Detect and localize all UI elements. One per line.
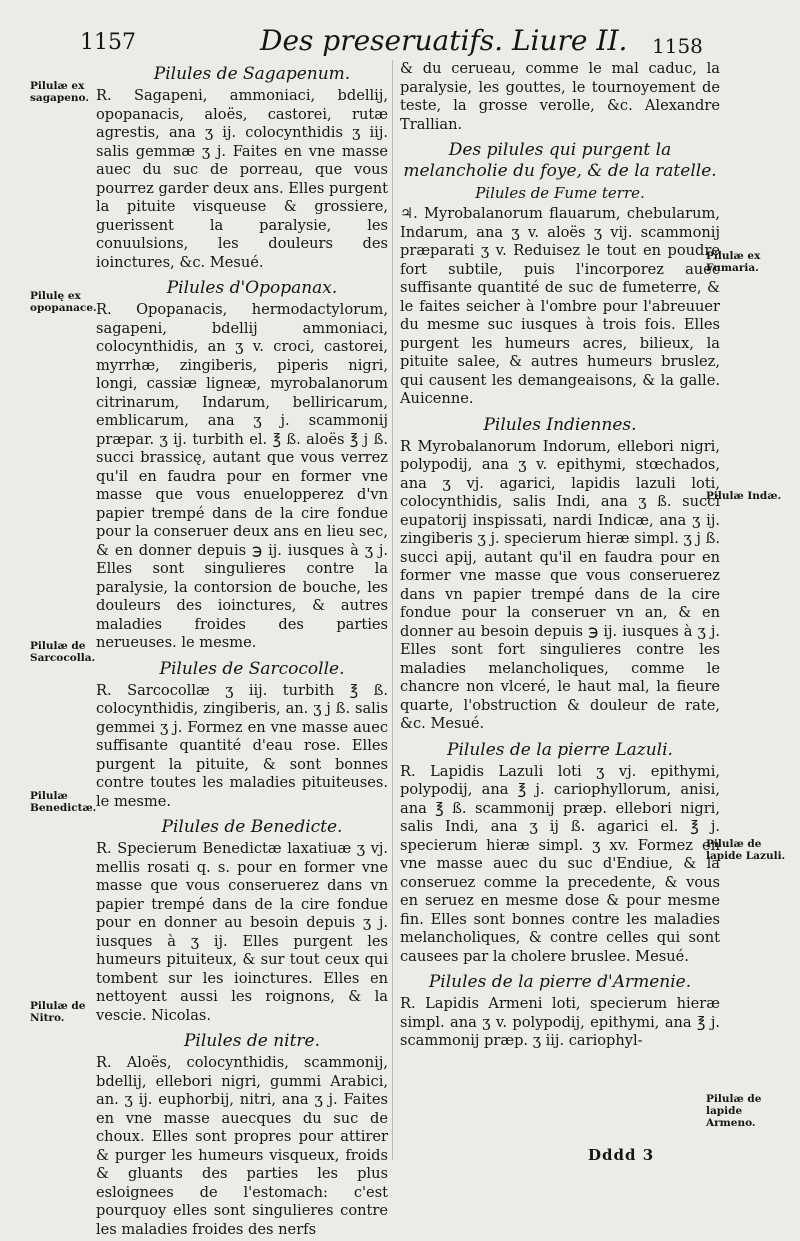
text-paragraph: R. Aloës, colocynthidis, scammonij, bdellij, ellebori nigri, gummi Arabici, an. ʒ ij. euphorbij, nitri, ana ʒ j. Faites en vne masse auecques du suc de choux. Elles sont propres pour attirer & purger les humeurs visqueux, froids & gluants des parties les plus esloignees de l'estomach: c'est pourquoy elles sont singulieres contre les maladies froides des nerfs — [96, 1054, 388, 1238]
margin-note-lazuli: Pilulæ de lapide Lazuli. — [706, 838, 786, 862]
text-paragraph: R. Lapidis Armeni loti, specierum hieræ simpl. ana ʒ v. polypodij, epithymi, ana ℥ j. scammonij præp. ʒ iij. cariophyl- — [400, 995, 720, 1049]
text-paragraph: ♃. Myrobalanorum flauarum, chebularum, Indarum, ana ʒ v. aloës ʒ vij. scammonij præparati ʒ v. Reduisez le tout en poudre fort subtile, puis l'incorporez auec suffisante quantité de suc de fumeterre, & le faites seicher à l'ombre pour l'abreuuer du mesme suc iusques à trois fois. Elles purgent les humeurs acres, bilieux, la pituite salee, & autres humeurs bruslez, qui causent les demangeaisons, & la galle. Auicenne. — [400, 205, 720, 407]
margin-note-indae: Pilulæ Indæ. — [706, 490, 782, 502]
margin-note-armeno: Pilulæ de lapide Armeno. — [706, 1093, 762, 1129]
margin-note-benedicta: Pilulæ Benedictæ. — [30, 790, 97, 814]
column-divider — [392, 60, 393, 1160]
section-title: Pilules de Benedicte. — [161, 817, 343, 837]
left-column — [96, 58, 388, 1241]
text-paragraph: R. Sarcocollæ ʒ iij. turbith ℥ ß. colocynthidis, zingiberis, an. ʒ j ß. salis gemmei ʒ j. Formez en vne masse auec suffisante quantité d'eau rose. Elles purgent la pituite, & sont bonnes contre toutes les maladies pituiteuses. le mesme. — [96, 681, 388, 810]
section-title: Pilules de Sarcocolle. — [159, 658, 345, 679]
section-title: Des pilules qui purgent la melancholie du foye, & de la ratelle. — [403, 140, 717, 181]
page-number-left: 1157 — [80, 30, 136, 55]
text-paragraph: R Myrobalanorum Indorum, ellebori nigri, polypodij, ana ʒ v. epithymi, stœchados, ana ʒ vj. agarici, lapidis lazuli loti, colocynthidis, salis Indi, ana ʒ ß. succi eupatorij inspissati, nardi Indicæ, ana ʒ ij. zingiberis ʒ j. specierum hieræ simpl. ʒ j ß. succi apij, autant qu'il en faudra pour en former vne masse que vous conseruerez dans vn papier trempé dans de la cire fondue pour la conseruer vn an, & en donner au besoin depuis ℈ ij. iusques à ʒ j. Elles sont fort singulieres contre les maladies melancholiques, comme le chancre non vlceré, le haut mal, la fieure quarte, l'obstruction & douleur de rate, &c. Mesué. — [400, 437, 720, 732]
margin-note-sagapenum: Pilulæ ex sagapeno. — [30, 80, 89, 104]
section-subtitle: Pilules de Fume terre. — [475, 184, 645, 202]
section-title: Pilules de nitre. — [183, 1031, 321, 1051]
section-title: Pilules Indiennes. — [483, 414, 637, 435]
margin-note-opopanax: Pilulę ex opopanace. — [30, 290, 97, 314]
section-title: Pilules de la pierre Lazuli. — [447, 739, 673, 760]
signature-mark: Dddd 3 — [588, 1146, 655, 1164]
section-title: Pilules d'Opopanax. — [166, 278, 338, 298]
page-header — [80, 22, 703, 62]
margin-note-sarcocolla: Pilulæ de Sarcocolla. — [30, 640, 96, 664]
section-title: Pilules de la pierre d'Armenie. — [428, 972, 692, 992]
text-paragraph: R. Lapidis Lazuli loti ʒ vj. epithymi, polypodij, ana ℥ j. cariophyllorum, anisi, ana ℥ ß. scammonij præp. ellebori nigri, salis Indi, ana ʒ ij ß. agarici el. ℥ j. specierum hieræ simpl. ʒ xv. Formez en vne masse auec du suc d'Endiue, & la conseruez comme la precedente, & vous en seruez en mesme dose & pour mesme fin. Elles sont bonnes contre les maladies melancholiques, & contre celles qui sont causees par la cholere bruslee. Mesué. — [400, 762, 720, 965]
page-number-right: 1158 — [652, 34, 703, 58]
running-title: Des preseruatifs. Liure II. — [260, 24, 628, 57]
text-paragraph: R. Opopanacis, hermodactylorum, sagapeni, bdellij ammoniaci, colocynthidis, an ʒ v. croci, castorei, myrrhæ, zingiberis, piperis nigri, longi, cassiæ ligneæ, myrobalanorum citrinarum, Indarum, belliricarum, emblicarum, ana ʒ j. scammonij præpar. ʒ ij. turbith el. ℥ ß. aloës ℥ j ß. succi brassicę, autant que vous verrez qu'il en faudra pour en former vne masse que vous enuelopperez d'vn papier trempé dans de la cire fondue pour la conseruer deux ans en lieu sec, & en donner depuis ℈ ij. iusques à ʒ j. Elles sont singulieres contre la paralysie, la contorsion de bouche, les douleurs des ioinctures, & autres maladies froides des parties nerueuses. le mesme. — [96, 301, 388, 651]
margin-note-nitro: Pilulæ de Nitro. — [30, 1000, 86, 1024]
section-title: Pilules de Sagapenum. — [153, 64, 351, 84]
text-paragraph: & du cerueau, comme le mal caduc, la paralysie, les gouttes, le tournoyement de teste, la grosse verolle, &c. Alexandre Trallian. — [400, 60, 720, 133]
margin-note-fumaria: Pilulæ ex Fumaria. — [706, 250, 761, 274]
right-column — [400, 60, 720, 1053]
text-paragraph: R. Specierum Benedictæ laxatiuæ ʒ vj. mellis rosati q. s. pour en former vne masse que vous conseruerez dans vn papier trempé dans de la cire fondue pour en donner au besoin depuis ʒ j. iusques à ʒ ij. Elles purgent les humeurs pituiteux, & sur tout ceux qui tombent sur les ioinctures. Elles en nettoyent aussi les roignons, & la vescie. Nicolas. — [96, 840, 388, 1024]
text-paragraph: R. Sagapeni, ammoniaci, bdellij, opopanacis, aloës, castorei, rutæ agrestis, ana ʒ ij. colocynthidis ʒ iij. salis gemmæ ʒ j. Faites en vne masse auec du suc de porreau, que vous pourrez garder deux ans. Elles purgent la pituite visqueuse & grossiere, guerissent la paralysie, les conuulsions, les douleurs des ioinctures, &c. Mesué. — [96, 87, 388, 271]
